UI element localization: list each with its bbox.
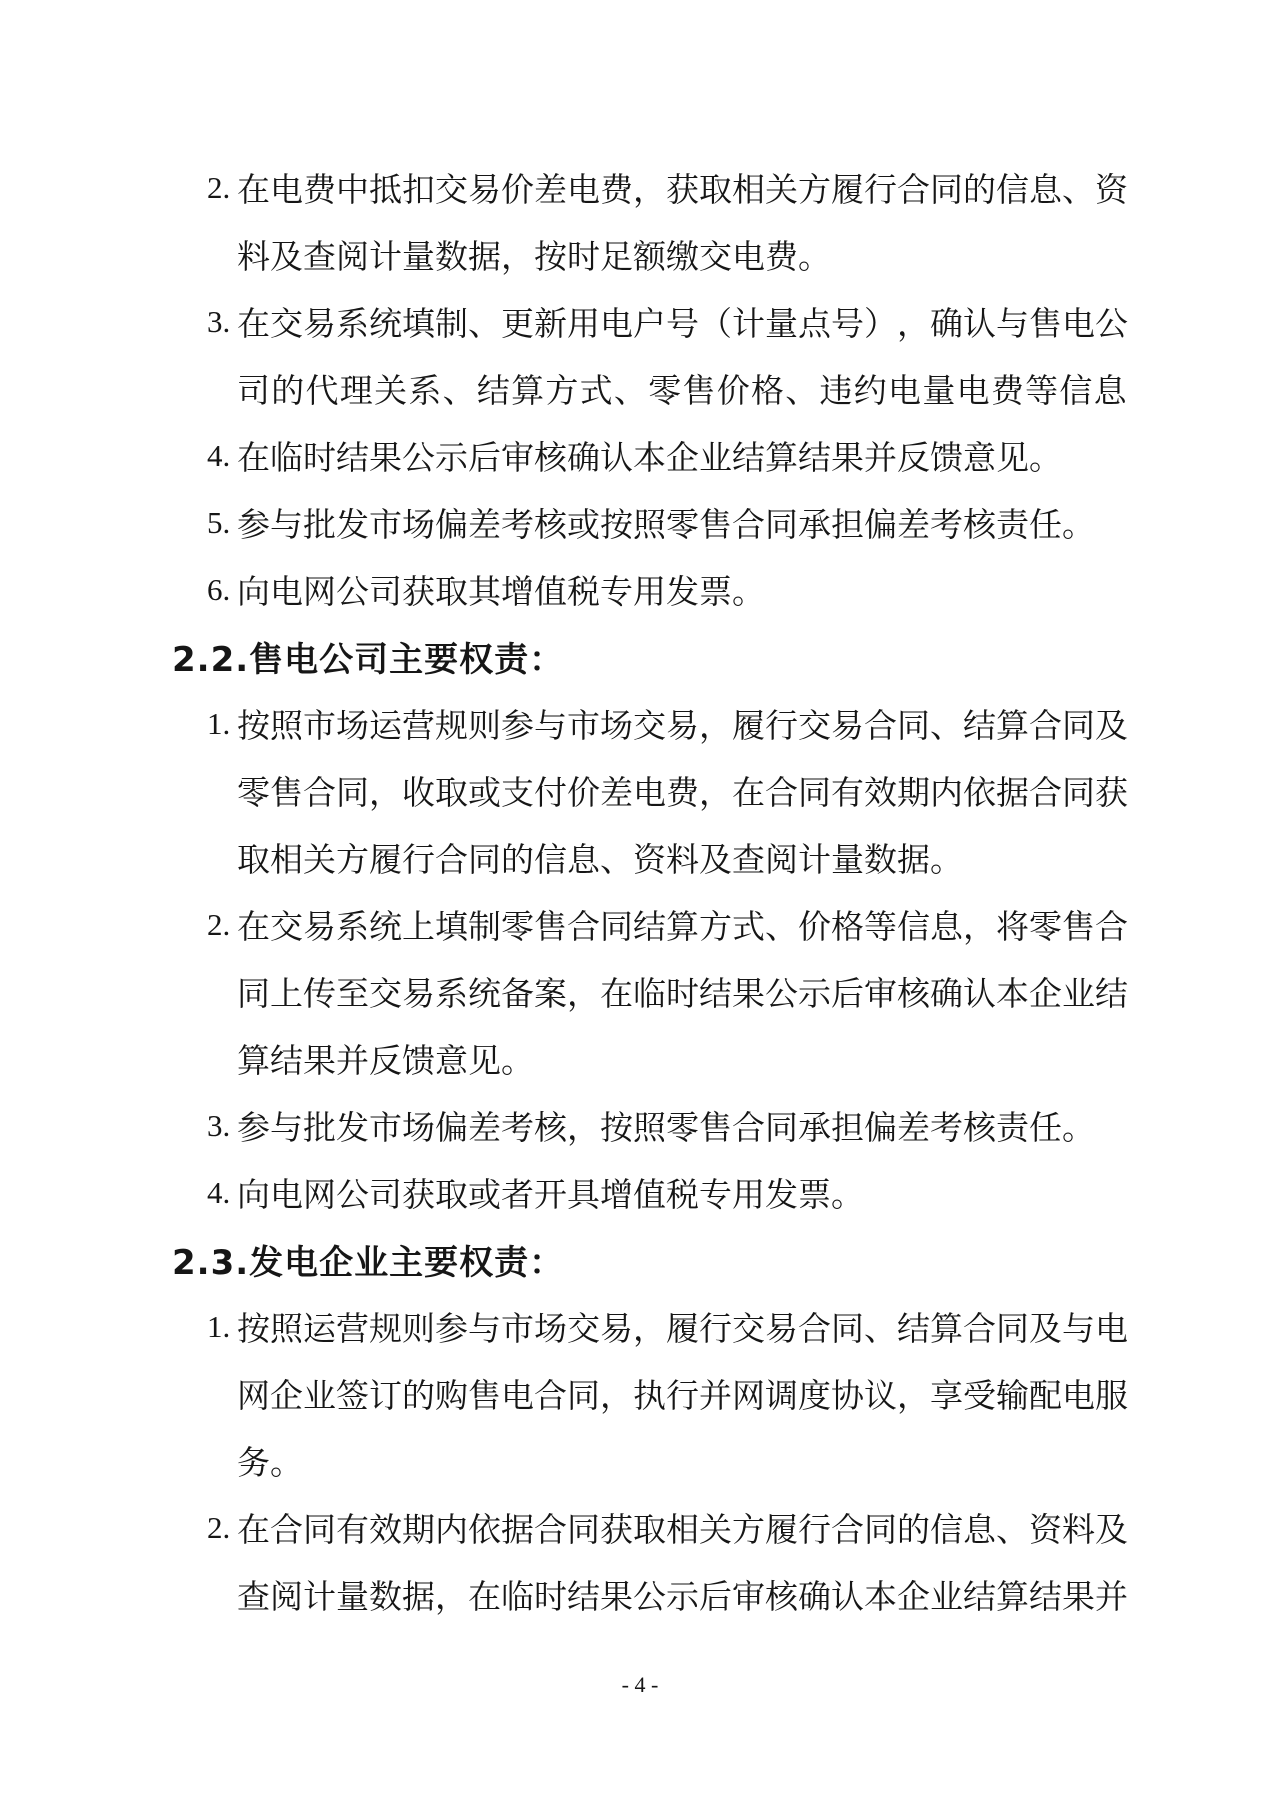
list-item-number: 6. bbox=[207, 571, 231, 607]
list-item-text: 按 照 市 场 运 营 规 则 参 与 市 场 交 易 ， 履 行 交 易 合 同 、 结 算 合 同 及 bbox=[237, 706, 1128, 745]
list-item-number: 1. bbox=[207, 1308, 231, 1344]
list-item-text: 参与批发市场偏差考核或按照零售合同承担偏差考核责任。 bbox=[237, 505, 1095, 544]
section-heading-text: 2.2.售电公司主要权责： bbox=[172, 640, 565, 680]
list-item-number: 1. bbox=[207, 705, 231, 741]
list-item-text: 按 照 运 营 规 则 参 与 市 场 交 易 ， 履 行 交 易 合 同 、 结 算 合 同 及 与 电 bbox=[237, 1309, 1128, 1348]
list-item-line bbox=[0, 489, 1280, 556]
list-item-line bbox=[0, 221, 1280, 288]
list-item-text: 务。 bbox=[237, 1443, 303, 1482]
list-item-number: 2. bbox=[207, 1509, 231, 1545]
list-item-text: 网 企 业 签 订 的 购 售 电 合 同 ， 执 行 并 网 调 度 协 议 ， 享 受 输 配 电 服 bbox=[237, 1376, 1128, 1415]
list-item-line bbox=[0, 154, 1280, 221]
list-item-text: 司 的 代 理 关 系 、 结 算 方 式 、 零 售 价 格 、 违 约 电 量 电 费 等 信 息 bbox=[237, 371, 1127, 410]
list-item-line bbox=[0, 1293, 1280, 1360]
list-item-text: 取相关方履行合同的信息、资料及查阅计量数据。 bbox=[237, 840, 963, 879]
page-number: - 4 - bbox=[621, 1672, 659, 1697]
list-item-line bbox=[0, 1561, 1280, 1628]
list-item-text: 料及查阅计量数据，按时足额缴交电费。 bbox=[237, 237, 831, 276]
list-item-line bbox=[0, 1092, 1280, 1159]
list-item-number: 2. bbox=[207, 906, 231, 942]
list-item-number: 3. bbox=[207, 303, 231, 339]
list-item-line bbox=[0, 1494, 1280, 1561]
list-item-text: 查 阅 计 量 数 据 ， 在 临 时 结 果 公 示 后 审 核 确 认 本 企 业 结 算 结 果 并 bbox=[237, 1577, 1128, 1616]
list-item-text: 参与批发市场偏差考核，按照零售合同承担偏差考核责任。 bbox=[237, 1108, 1095, 1147]
list-item-line bbox=[0, 288, 1280, 355]
list-item-line bbox=[0, 824, 1280, 891]
list-item-line bbox=[0, 958, 1280, 1025]
list-item-line bbox=[0, 690, 1280, 757]
list-item-line bbox=[0, 355, 1280, 422]
list-item-text: 在 交 易 系 统 上 填 制 零 售 合 同 结 算 方 式 、 价 格 等 信 息 ， 将 零 售 合 bbox=[237, 907, 1128, 946]
list-item-line bbox=[0, 1159, 1280, 1226]
section-heading-2-2 bbox=[0, 623, 1280, 690]
list-item-line bbox=[0, 1360, 1280, 1427]
list-item-line bbox=[0, 422, 1280, 489]
list-item-number: 3. bbox=[207, 1107, 231, 1143]
list-item-text: 算结果并反馈意见。 bbox=[237, 1041, 534, 1080]
list-item-number: 2. bbox=[207, 169, 231, 205]
list-item-line bbox=[0, 1427, 1280, 1494]
list-item-text: 在 电 费 中 抵 扣 交 易 价 差 电 费 ， 获 取 相 关 方 履 行 合 同 的 信 息 、 资 bbox=[237, 170, 1128, 209]
section-heading-2-3 bbox=[0, 1226, 1280, 1293]
page-body bbox=[0, 154, 1280, 1628]
list-item-text: 在 合 同 有 效 期 内 依 据 合 同 获 取 相 关 方 履 行 合 同 的 信 息 、 资 料 及 bbox=[237, 1510, 1128, 1549]
list-item-number: 5. bbox=[207, 504, 231, 540]
list-item-number: 4. bbox=[207, 437, 231, 473]
list-item-line bbox=[0, 757, 1280, 824]
list-item-text: 在 交 易 系 统 填 制 、 更 新 用 电 户 号 （ 计 量 点 号 ） ， 确 认 与 售 电 公 bbox=[237, 304, 1128, 343]
section-heading-text: 2.3.发电企业主要权责： bbox=[172, 1243, 565, 1283]
list-item-line bbox=[0, 556, 1280, 623]
list-item-line bbox=[0, 1025, 1280, 1092]
list-item-text: 向电网公司获取或者开具增值税专用发票。 bbox=[237, 1175, 864, 1214]
list-item-text: 向电网公司获取其增值税专用发票。 bbox=[237, 572, 765, 611]
list-item-line bbox=[0, 891, 1280, 958]
list-item-text: 零 售 合 同 ， 收 取 或 支 付 价 差 电 费 ， 在 合 同 有 效 期 内 依 据 合 同 获 bbox=[237, 773, 1128, 812]
list-item-number: 4. bbox=[207, 1174, 231, 1210]
list-item-text: 在临时结果公示后审核确认本企业结算结果并反馈意见。 bbox=[237, 438, 1062, 477]
list-item-text: 同 上 传 至 交 易 系 统 备 案 ， 在 临 时 结 果 公 示 后 审 核 确 认 本 企 业 结 bbox=[237, 974, 1128, 1013]
